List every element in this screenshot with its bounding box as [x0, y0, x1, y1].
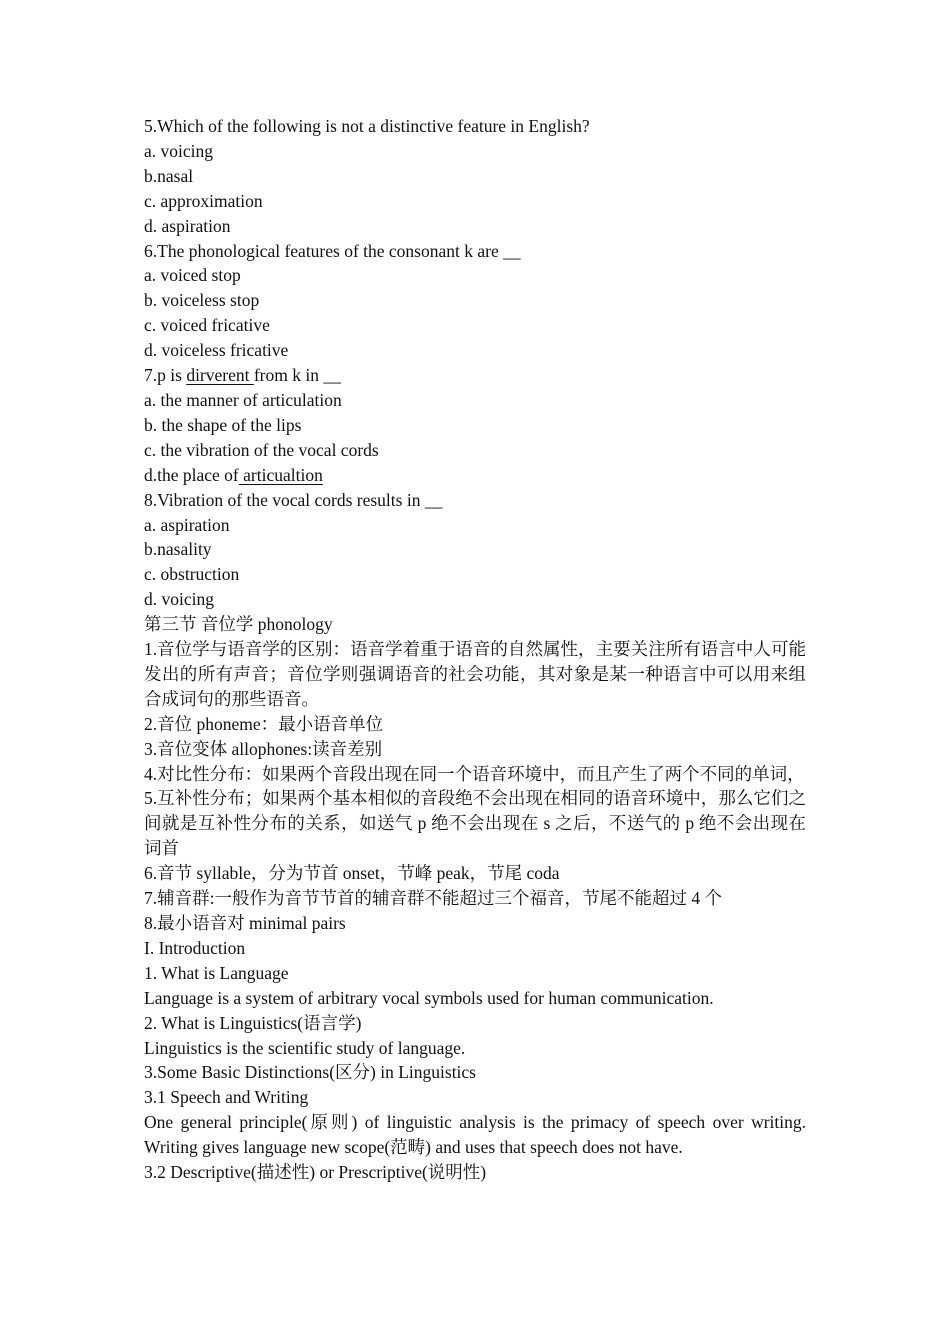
question-8: 8.Vibration of the vocal cords results in __: [144, 489, 443, 510]
phonology-point-7: 7.辅音群:一般作为音节节首的辅音群不能超过三个福音，节尾不能超过 4 个: [144, 888, 722, 909]
phonology-point-5: 5.互补性分布；如果两个基本相似的音段绝不会出现在相同的语音环境中，那么它们之间就是互补性分布的关系，如送气 p 绝不会出现在 s 之后，不送气的 p 绝不会出现在词首: [144, 788, 806, 859]
option-7b: b. the shape of the lips: [144, 414, 302, 435]
subheading-speech-and-writing: 3.1 Speech and Writing: [144, 1087, 309, 1108]
option-7c: c. the vibration of the vocal cords: [144, 439, 379, 460]
intro-heading: I. Introduction: [144, 937, 246, 958]
option-7d: [144, 463, 806, 488]
option-7d-prefix: d.the place of: [144, 464, 239, 485]
question-7-suffix: from k in __: [253, 365, 341, 386]
question-5: 5.Which of the following is not a distinctive feature in English?: [144, 116, 590, 136]
option-8c: c. obstruction: [144, 564, 240, 585]
phonology-point-3: 3.音位变体 allophones:读音差别: [144, 738, 383, 759]
question-7: [144, 363, 806, 388]
phonology-point-2: 2.音位 phoneme：最小语音单位: [144, 713, 384, 734]
phonology-point-1: 1.音位学与语音学的区别：语音学着重于语音的自然属性，主要关注所有语言中人可能发出的所有声音；音位学则强调语音的社会功能，其对象是某一种语言中可以用来组合成词句的那些语音。: [144, 639, 806, 709]
option-5a: a. voicing: [144, 140, 214, 161]
option-6a: a. voiced stop: [144, 265, 241, 286]
question-6: 6.The phonological features of the consonant k are __: [144, 240, 521, 261]
option-8d: d. voicing: [144, 589, 214, 610]
option-5d: d. aspiration: [144, 215, 231, 236]
question-7-prefix: 7.p is: [144, 365, 187, 386]
text-language-definition: Language is a system of arbitrary vocal symbols used for human communication.: [144, 987, 714, 1008]
text-speech-writing: One general principle(原则) of linguistic analysis is the primacy of speech over writing. Writing gives language new scope(范畴) and uses that speech does not have.: [144, 1112, 806, 1158]
option-8a: a. aspiration: [144, 514, 230, 535]
subheading-what-is-linguistics: 2. What is Linguistics(语言学): [144, 1012, 362, 1033]
option-6c: c. voiced fricative: [144, 315, 270, 336]
option-8b: b.nasality: [144, 539, 212, 560]
phonology-point-6: 6.音节 syllable，分为节首 onset，节峰 peak，节尾 coda: [144, 863, 560, 884]
option-6d: d. voiceless fricative: [144, 340, 289, 361]
question-7-underlined-word: dirverent: [186, 365, 254, 386]
document-body: [144, 114, 806, 1185]
option-7a: a. the manner of articulation: [144, 389, 342, 410]
option-5c: c. approximation: [144, 190, 263, 211]
subheading-what-is-language: 1. What is Language: [144, 962, 289, 983]
option-7d-underlined-word: articualtion: [238, 464, 323, 485]
section-heading-phonology: 第三节 音位学 phonology: [144, 614, 333, 635]
text-linguistics-definition: Linguistics is the scientific study of language.: [144, 1037, 466, 1058]
subheading-basic-distinctions: 3.Some Basic Distinctions(区分) in Linguistics: [144, 1062, 476, 1083]
phonology-point-8: 8.最小语音对 minimal pairs: [144, 913, 346, 933]
subheading-descriptive-prescriptive: 3.2 Descriptive(描述性) or Prescriptive(说明性): [144, 1162, 487, 1183]
option-5b: b.nasal: [144, 165, 194, 186]
phonology-point-4: 4.对比性分布：如果两个音段出现在同一个语音环境中，而且产生了两个不同的单词，: [144, 763, 805, 784]
option-6b: b. voiceless stop: [144, 290, 260, 311]
